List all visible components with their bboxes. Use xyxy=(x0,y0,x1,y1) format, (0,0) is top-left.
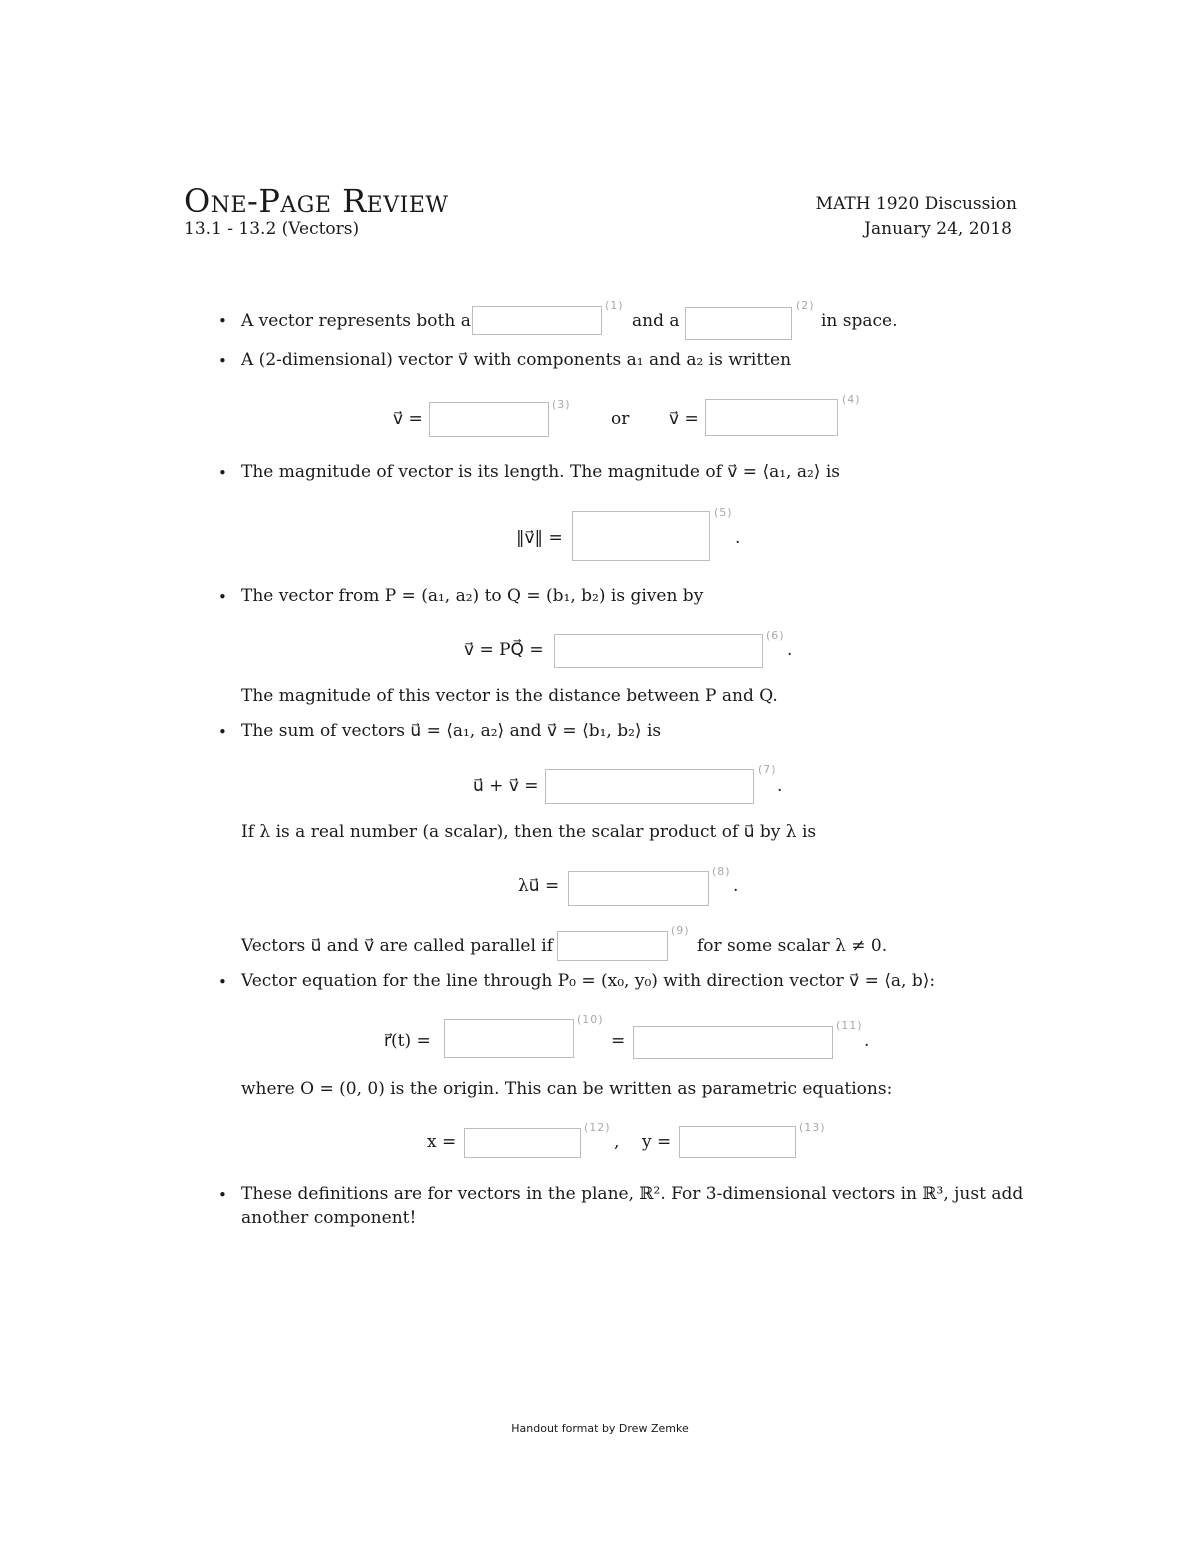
blank-9[interactable] xyxy=(557,931,668,961)
blank-4[interactable] xyxy=(705,399,838,436)
comma: , xyxy=(614,1132,620,1152)
line-2: A (2-dimensional) vector v⃗ with components a₁ and a₂ is written xyxy=(241,350,792,370)
blank-7[interactable] xyxy=(545,769,754,804)
or-label: or xyxy=(611,409,630,429)
eq-10-label: r⃗(t) = xyxy=(384,1031,431,1051)
line-7a: These definitions are for vectors in the plane, ℝ². For 3-dimensional vectors in ℝ³, just add xyxy=(241,1184,1024,1204)
bullet-icon: • xyxy=(218,973,227,991)
eq-4-label: v⃗ = xyxy=(669,409,699,429)
blank-number-11: (11) xyxy=(836,1019,863,1032)
footer-credit: Handout format by Drew Zemke xyxy=(511,1422,689,1435)
line-6: Vector equation for the line through P₀ = (x₀, y₀) with direction vector v⃗ = ⟨a, b⟩: xyxy=(241,971,936,991)
bullet-icon: • xyxy=(218,1186,227,1204)
period: . xyxy=(735,528,741,548)
line-5c-a: Vectors u⃗ and v⃗ are called parallel if xyxy=(241,936,554,956)
blank-3[interactable] xyxy=(429,402,549,437)
line-5b: If λ is a real number (a scalar), then the scalar product of u⃗ by λ is xyxy=(241,822,817,842)
blank-number-12: (12) xyxy=(584,1121,611,1134)
blank-1[interactable] xyxy=(472,306,602,335)
blank-number-3: (3) xyxy=(552,398,571,411)
period: . xyxy=(864,1031,870,1051)
blank-number-4: (4) xyxy=(842,393,861,406)
blank-number-13: (13) xyxy=(799,1121,826,1134)
eq-7-label: u⃗ + v⃗ = xyxy=(473,776,539,796)
bullet-icon: • xyxy=(218,464,227,482)
period: . xyxy=(787,640,793,660)
page-title: One-Page Review xyxy=(184,182,449,220)
line-5c-b: for some scalar λ ≠ 0. xyxy=(697,936,888,956)
period: . xyxy=(777,776,783,796)
page-subtitle: 13.1 - 13.2 (Vectors) xyxy=(184,219,360,239)
blank-number-1: (1) xyxy=(605,299,624,312)
eq-12-label: x = xyxy=(427,1132,457,1152)
blank-8[interactable] xyxy=(568,871,709,906)
bullet-icon: • xyxy=(218,352,227,370)
blank-6[interactable] xyxy=(554,634,763,668)
blank-number-6: (6) xyxy=(766,629,785,642)
line-3: The magnitude of vector is its length. The magnitude of v⃗ = ⟨a₁, a₂⟩ is xyxy=(241,462,840,482)
line-1b: and a xyxy=(632,311,680,331)
eq-11-label: = xyxy=(611,1031,626,1051)
eq-6-label: v⃗ = PQ⃗ = xyxy=(464,640,544,660)
blank-2[interactable] xyxy=(685,307,792,340)
blank-number-2: (2) xyxy=(796,299,815,312)
line-1c: in space. xyxy=(821,311,898,331)
blank-number-10: (10) xyxy=(577,1013,604,1026)
course-name: MATH 1920 Discussion xyxy=(815,194,1017,214)
blank-13[interactable] xyxy=(679,1126,796,1158)
period: . xyxy=(733,876,739,896)
blank-number-9: (9) xyxy=(671,924,690,937)
blank-5[interactable] xyxy=(572,511,710,561)
line-7b: another component! xyxy=(241,1208,417,1228)
blank-number-7: (7) xyxy=(758,763,777,776)
line-1a: A vector represents both a xyxy=(241,311,471,331)
blank-number-5: (5) xyxy=(714,506,733,519)
eq-3-label: v⃗ = xyxy=(393,409,423,429)
blank-12[interactable] xyxy=(464,1128,581,1158)
handout-date: January 24, 2018 xyxy=(864,219,1012,239)
blank-11[interactable] xyxy=(633,1026,833,1059)
eq-5-label: ‖v⃗‖ = xyxy=(516,528,563,548)
eq-13-label: y = xyxy=(642,1132,672,1152)
line-4: The vector from P = (a₁, a₂) to Q = (b₁, b₂) is given by xyxy=(241,586,704,606)
blank-number-8: (8) xyxy=(712,865,731,878)
blank-10[interactable] xyxy=(444,1019,574,1058)
bullet-icon: • xyxy=(218,312,227,330)
line-6b: where O = (0, 0) is the origin. This can be written as parametric equations: xyxy=(241,1079,893,1099)
bullet-icon: • xyxy=(218,588,227,606)
line-5: The sum of vectors u⃗ = ⟨a₁, a₂⟩ and v⃗ = ⟨b₁, b₂⟩ is xyxy=(241,721,662,741)
bullet-icon: • xyxy=(218,723,227,741)
line-4b: The magnitude of this vector is the distance between P and Q. xyxy=(241,686,778,706)
eq-8-label: λu⃗ = xyxy=(518,876,560,896)
